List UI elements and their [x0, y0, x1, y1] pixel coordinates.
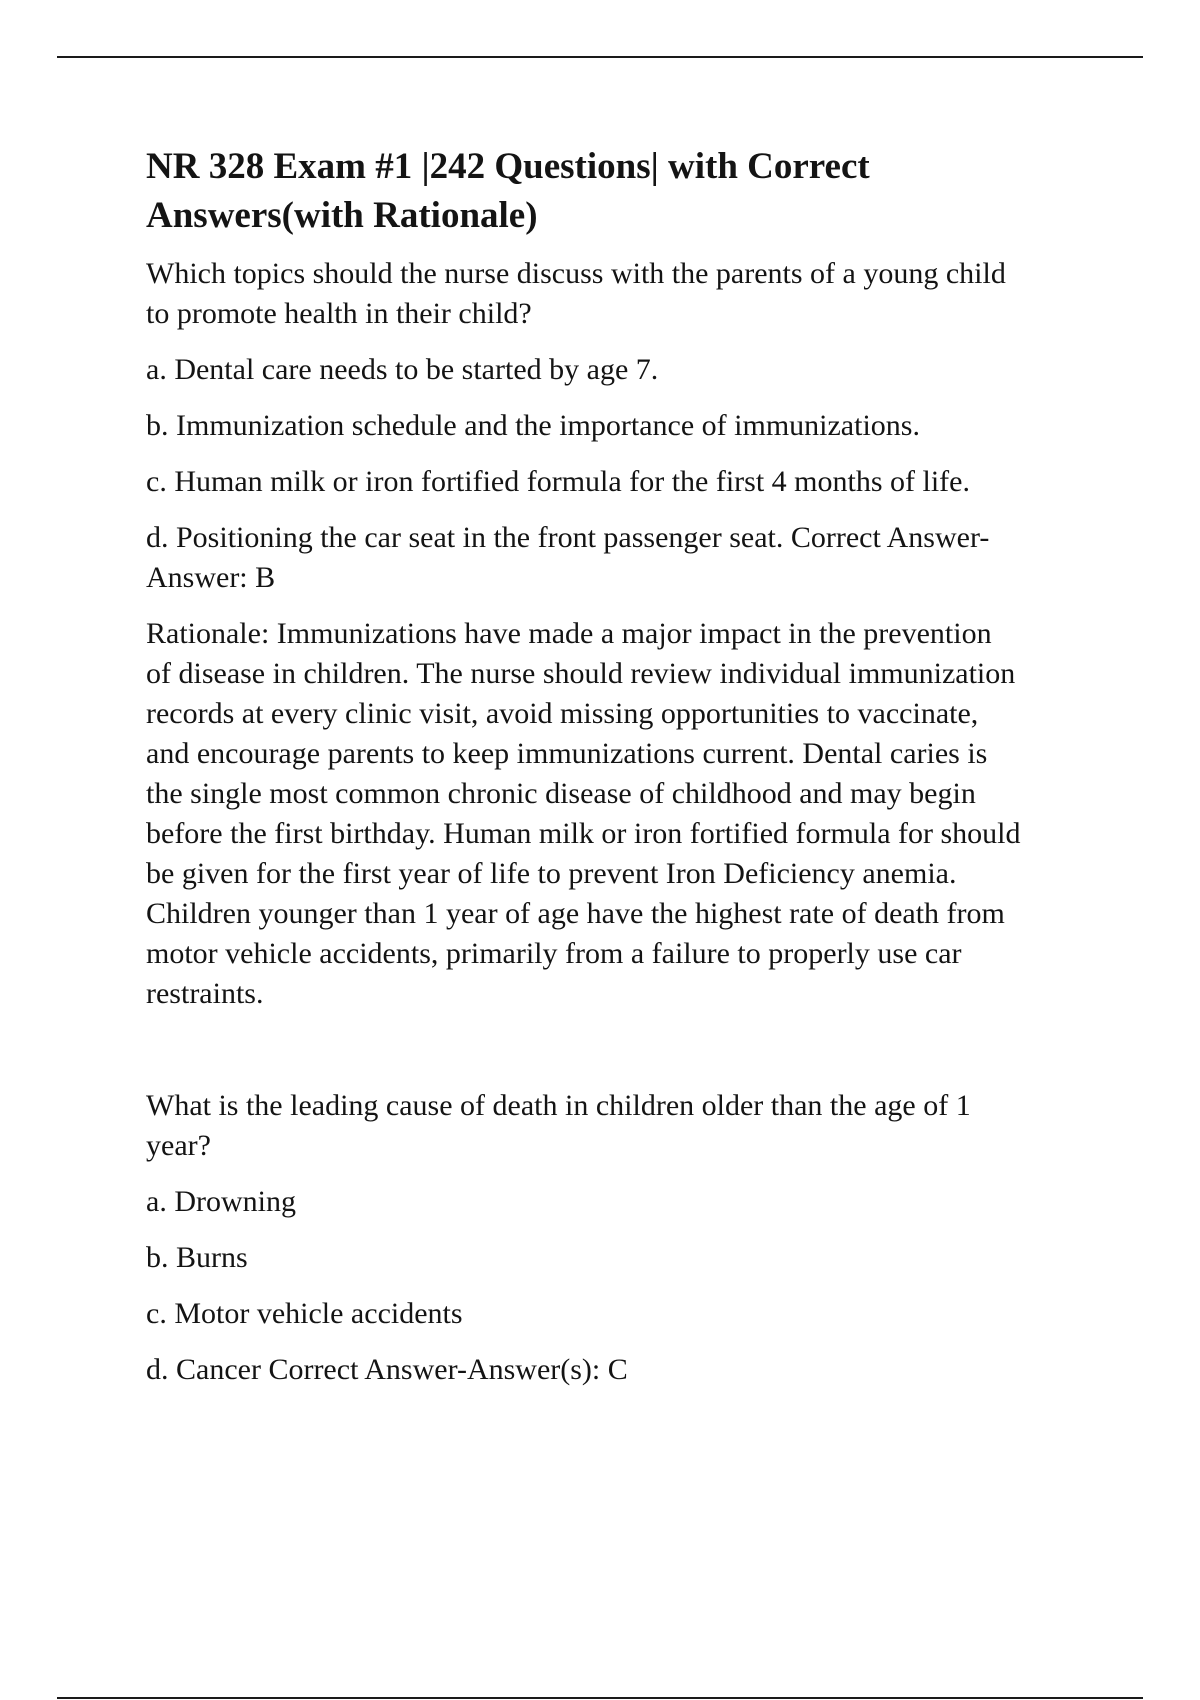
bottom-divider: [57, 1697, 1143, 1699]
question-2-option-a: a. Drowning: [146, 1185, 296, 1218]
question-2: [146, 1086, 1106, 1390]
question-2-option-d-answer: d. Cancer Correct Answer-Answer(s): C: [146, 1353, 628, 1386]
question-2-option-c: c. Motor vehicle accidents: [146, 1297, 463, 1330]
question-1-option-c: c. Human milk or iron fortified formula for the first 4 months of life.: [146, 465, 970, 498]
document-title: NR 328 Exam #1 |242 Questions| with Correct Answers(with Rationale): [146, 146, 870, 236]
question-2-prompt: What is the leading cause of death in children older than the age of 1 year?: [146, 1089, 971, 1162]
section-gap: [146, 1030, 1106, 1086]
document-body: [146, 142, 1106, 1406]
top-divider: [57, 56, 1143, 58]
question-1-rationale: Rationale: Immunizations have made a major impact in the prevention of disease in children. The nurse should review individual immunization records at every clinic visit, avoid missing opportunities to vaccinate, and encourage parents to keep immunizations current. Dental caries is the single most common chronic disease of childhood and may begin before the first birthday. Human milk or iron fortified formula for should be given for the first year of life to prevent Iron Deficiency anemia. Children younger than 1 year of age have the highest rate of death from motor vehicle accidents, primarily from a failure to properly use car restraints.: [146, 617, 1021, 1010]
question-1-option-d-answer: d. Positioning the car seat in the front passenger seat. Correct Answer- Answer: B: [146, 521, 990, 594]
question-1: [146, 254, 1106, 1014]
question-1-option-b: b. Immunization schedule and the importance of immunizations.: [146, 409, 920, 442]
question-1-option-a: a. Dental care needs to be started by age 7.: [146, 353, 659, 386]
question-1-prompt: Which topics should the nurse discuss with the parents of a young child to promote health in their child?: [146, 257, 1006, 330]
question-2-option-b: b. Burns: [146, 1241, 248, 1274]
